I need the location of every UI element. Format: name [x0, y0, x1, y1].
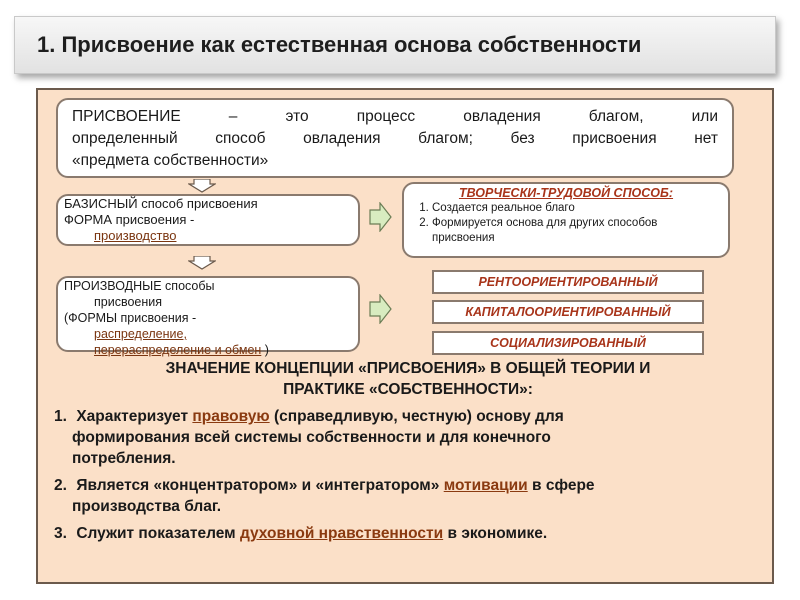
creative-item: 2. Формируется основа для других способов присвоения [432, 216, 722, 246]
item-text: производства благ. [72, 498, 222, 515]
page-title: 1. Присвоение как естественная основа собственности [37, 32, 642, 57]
basic-line-1: БАЗИСНЫЙ способ присвоения [64, 196, 258, 211]
derived-line-2: присвоения [94, 295, 163, 309]
item-text: формирования всей системы собственности и для конечного [72, 429, 551, 446]
spiritual-morality-link[interactable]: духовной нравственности [239, 525, 444, 542]
creative-labor-box [402, 182, 730, 258]
significance-heading [54, 358, 762, 400]
content-panel [36, 88, 774, 584]
basic-production-link[interactable]: производство [94, 228, 177, 243]
item-text: в сфере [532, 477, 595, 494]
down-arrow-icon [188, 179, 216, 193]
right-arrow-icon [368, 294, 392, 324]
derived-line-3: (ФОРМЫ присвоения - [64, 311, 197, 325]
derived-line-1: ПРОИЗВОДНЫЕ способы [64, 279, 215, 293]
definition-line-3: «предмета собственности» [72, 152, 269, 169]
creative-list [410, 201, 722, 246]
significance-item-1 [54, 406, 762, 469]
right-arrow-icon [368, 202, 392, 232]
item-text: в экономике. [447, 525, 548, 542]
down-arrow-icon [188, 256, 216, 270]
method-label: КАПИТАЛООРИЕНТИРОВАННЫЙ [465, 305, 671, 319]
legal-link[interactable]: правовую [192, 408, 270, 425]
socialized-box [432, 331, 704, 355]
significance-heading-line-2: ПРАКТИКЕ «СОБСТВЕННОСТИ»: [283, 381, 533, 398]
motivation-link[interactable]: мотивации [443, 477, 528, 494]
rent-oriented-box [432, 270, 704, 294]
derived-methods-box [56, 276, 360, 357]
item-text: Служит показателем [76, 525, 236, 542]
item-number: 3. [54, 525, 67, 542]
item-text: (справедливую, честную) основу для [273, 408, 564, 425]
basic-method-box [56, 194, 360, 246]
significance-item-2 [54, 475, 762, 517]
item-number: 2. [54, 477, 67, 494]
item-text: Характеризует [76, 408, 189, 425]
method-label: РЕНТООРИЕНТИРОВАННЫЙ [478, 275, 658, 289]
capital-oriented-box [432, 300, 704, 324]
redistribution-link[interactable]: перераспределение и обмен [94, 343, 262, 357]
significance-item-3 [54, 523, 762, 544]
item-text: Является «концентратором» и «интегратором» [76, 477, 440, 494]
significance-section [54, 358, 762, 550]
item-number: 1. [54, 408, 67, 425]
significance-heading-line-1: ЗНАЧЕНИЕ КОНЦЕПЦИИ «ПРИСВОЕНИЯ» В ОБЩЕЙ ТЕОРИИ И [165, 360, 651, 377]
creative-item: 1. Создается реальное благо [432, 201, 722, 216]
derived-close: ) [264, 343, 269, 357]
basic-line-2: ФОРМА присвоения - [64, 212, 195, 227]
distribution-link[interactable]: распределение, [94, 327, 187, 341]
definition-line-1: ПРИСВОЕНИЕ – это процесс овладения благом, или [72, 108, 718, 125]
definition-line-2: определенный способ овладения благом; без присвоения нет [72, 130, 718, 147]
title-bar [14, 16, 776, 74]
item-text: потребления. [72, 450, 176, 467]
method-label: СОЦИАЛИЗИРОВАННЫЙ [490, 336, 646, 350]
creative-heading: ТВОРЧЕСКИ-ТРУДОВОЙ СПОСОБ: [458, 186, 674, 200]
definition-box [56, 98, 734, 178]
